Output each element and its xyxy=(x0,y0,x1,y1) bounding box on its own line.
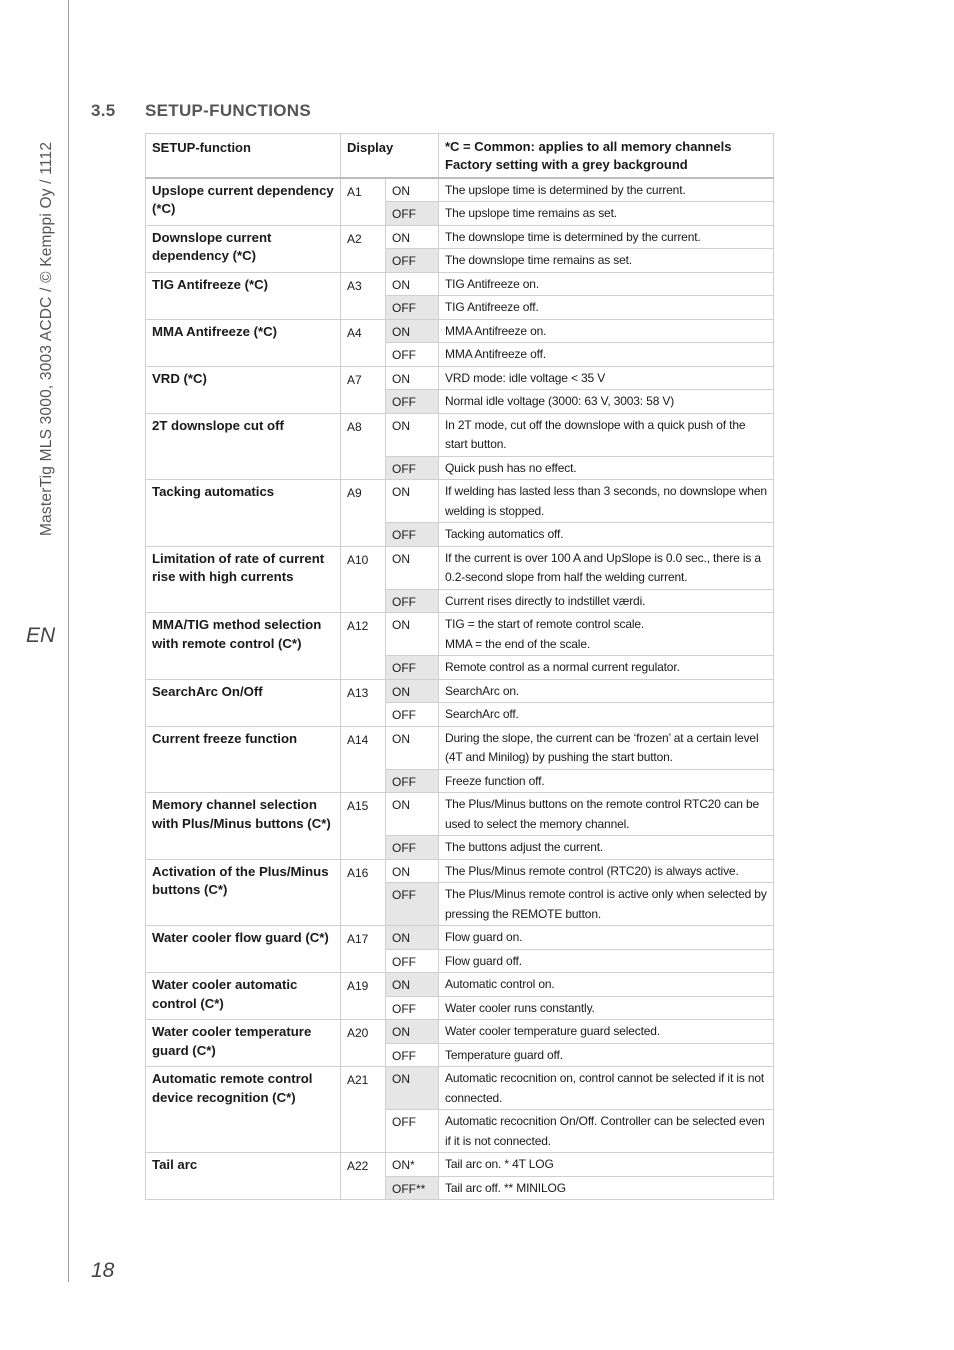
language-tab: EN xyxy=(26,624,56,647)
option-description: TIG Antifreeze off. xyxy=(439,296,774,320)
option-value: OFF xyxy=(386,836,439,860)
setup-function-name: MMA Antifreeze (*C) xyxy=(146,319,341,366)
header-note xyxy=(439,134,774,178)
setup-function-name: TIG Antifreeze (*C) xyxy=(146,272,341,319)
document-footer-vertical: MasterTig MLS 3000, 3003 ACDC / © Kemppi Oy / 1112 xyxy=(38,141,55,536)
table-row xyxy=(146,1067,774,1110)
option-value: OFF** xyxy=(386,1176,439,1200)
setup-function-name: SearchArc On/Off xyxy=(146,679,341,726)
setup-function-name: Tail arc xyxy=(146,1153,341,1200)
option-description: If welding has lasted less than 3 seconds, no downslope when welding is stopped. xyxy=(439,480,774,523)
setup-functions-table xyxy=(145,133,774,1200)
option-value: ON xyxy=(386,859,439,883)
display-code: A2 xyxy=(341,225,386,272)
option-description: Automatic recocnition on, control cannot be selected if it is not connected. xyxy=(439,1067,774,1110)
table-row xyxy=(146,679,774,703)
option-description: Current rises directly to indstillet værdi. xyxy=(439,589,774,613)
margin-rule xyxy=(68,0,69,1282)
option-value: OFF xyxy=(386,390,439,414)
table-row xyxy=(146,1020,774,1044)
table-row xyxy=(146,793,774,836)
setup-function-name: Water cooler temperature guard (C*) xyxy=(146,1020,341,1067)
option-description: If the current is over 100 A and UpSlope is 0.0 sec., there is a 0.2-second slope from half the welding current. xyxy=(439,546,774,589)
option-value: ON xyxy=(386,319,439,343)
table-body xyxy=(146,178,774,1200)
option-description: Quick push has no effect. xyxy=(439,456,774,480)
header-note-line2: Factory setting with a grey background xyxy=(445,157,688,172)
table-row xyxy=(146,546,774,589)
option-description: VRD mode: idle voltage < 35 V xyxy=(439,366,774,390)
option-description: Tail arc on. * 4T LOG xyxy=(439,1153,774,1177)
option-description: Water cooler temperature guard selected. xyxy=(439,1020,774,1044)
option-value: OFF xyxy=(386,296,439,320)
option-value: ON xyxy=(386,1067,439,1110)
display-code: A19 xyxy=(341,973,386,1020)
option-value: OFF xyxy=(386,523,439,547)
option-description: The Plus/Minus remote control (RTC20) is always active. xyxy=(439,859,774,883)
setup-function-name: 2T downslope cut off xyxy=(146,413,341,480)
option-value: OFF xyxy=(386,769,439,793)
header-display: Display xyxy=(341,134,439,178)
option-value: ON xyxy=(386,178,439,202)
option-value: OFF xyxy=(386,703,439,727)
option-description: Remote control as a normal current regulator. xyxy=(439,656,774,680)
setup-function-name: Automatic remote control device recognition (C*) xyxy=(146,1067,341,1153)
option-value: OFF xyxy=(386,1043,439,1067)
section-heading xyxy=(91,101,311,121)
option-value: OFF xyxy=(386,656,439,680)
option-description: During the slope, the current can be ‘frozen’ at a certain level (4T and Minilog) by pushing the start button. xyxy=(439,726,774,769)
setup-function-name: Activation of the Plus/Minus buttons (C*) xyxy=(146,859,341,926)
table-row xyxy=(146,366,774,390)
option-value: OFF xyxy=(386,249,439,273)
option-description: TIG Antifreeze on. xyxy=(439,272,774,296)
option-value: ON xyxy=(386,679,439,703)
option-value: ON xyxy=(386,973,439,997)
setup-function-name: Memory channel selection with Plus/Minus buttons (C*) xyxy=(146,793,341,860)
option-description: The Plus/Minus buttons on the remote control RTC20 can be used to select the memory channel. xyxy=(439,793,774,836)
option-value: OFF xyxy=(386,589,439,613)
option-value: ON xyxy=(386,272,439,296)
setup-function-name: Downslope current dependency (*C) xyxy=(146,225,341,272)
header-note-line1: *C = Common: applies to all memory channels xyxy=(445,139,732,154)
table-row xyxy=(146,178,774,202)
setup-function-name: Tacking automatics xyxy=(146,480,341,547)
option-description: Tacking automatics off. xyxy=(439,523,774,547)
option-description: MMA Antifreeze on. xyxy=(439,319,774,343)
option-value: ON xyxy=(386,793,439,836)
table-row xyxy=(146,319,774,343)
option-description: Normal idle voltage (3000: 63 V, 3003: 58 V) xyxy=(439,390,774,414)
option-description: The Plus/Minus remote control is active only when selected by pressing the REMOTE button. xyxy=(439,883,774,926)
option-description: The downslope time is determined by the current. xyxy=(439,225,774,249)
option-value: OFF xyxy=(386,1110,439,1153)
option-description: Automatic control on. xyxy=(439,973,774,997)
option-value: OFF xyxy=(386,456,439,480)
option-description: MMA Antifreeze off. xyxy=(439,343,774,367)
table-row xyxy=(146,926,774,950)
table-row xyxy=(146,973,774,997)
setup-function-name: VRD (*C) xyxy=(146,366,341,413)
setup-function-name: MMA/TIG method selection with remote control (C*) xyxy=(146,613,341,680)
table-row xyxy=(146,480,774,523)
page-number: 18 xyxy=(91,1259,115,1282)
setup-function-name: Upslope current dependency (*C) xyxy=(146,178,341,226)
option-value: ON xyxy=(386,480,439,523)
option-description: The downslope time remains as set. xyxy=(439,249,774,273)
option-value: ON xyxy=(386,1020,439,1044)
section-number: 3.5 xyxy=(91,101,116,120)
option-value: ON xyxy=(386,366,439,390)
option-value: ON* xyxy=(386,1153,439,1177)
option-description: The upslope time is determined by the current. xyxy=(439,178,774,202)
table-row xyxy=(146,272,774,296)
table-row xyxy=(146,413,774,456)
option-value: ON xyxy=(386,726,439,769)
option-description: Freeze function off. xyxy=(439,769,774,793)
display-code: A7 xyxy=(341,366,386,413)
option-description: The upslope time remains as set. xyxy=(439,202,774,226)
setup-function-name: Water cooler flow guard (C*) xyxy=(146,926,341,973)
option-value: ON xyxy=(386,413,439,456)
option-description: Temperature guard off. xyxy=(439,1043,774,1067)
table-row xyxy=(146,225,774,249)
display-code: A16 xyxy=(341,859,386,926)
display-code: A15 xyxy=(341,793,386,860)
display-code: A10 xyxy=(341,546,386,613)
table-row xyxy=(146,726,774,769)
option-description: Tail arc off. ** MINILOG xyxy=(439,1176,774,1200)
option-description: SearchArc off. xyxy=(439,703,774,727)
display-code: A3 xyxy=(341,272,386,319)
option-value: ON xyxy=(386,613,439,656)
option-value: OFF xyxy=(386,202,439,226)
display-code: A9 xyxy=(341,480,386,547)
option-value: OFF xyxy=(386,996,439,1020)
table-row xyxy=(146,859,774,883)
setup-function-name: Limitation of rate of current rise with high currents xyxy=(146,546,341,613)
table-row xyxy=(146,1153,774,1177)
display-code: A12 xyxy=(341,613,386,680)
option-value: ON xyxy=(386,926,439,950)
option-description: Flow guard on. xyxy=(439,926,774,950)
display-code: A13 xyxy=(341,679,386,726)
option-value: OFF xyxy=(386,343,439,367)
option-description: TIG = the start of remote control scale. MMA = the end of the scale. xyxy=(439,613,774,656)
setup-function-name: Water cooler automatic control (C*) xyxy=(146,973,341,1020)
header-function: SETUP-function xyxy=(146,134,341,178)
table-row xyxy=(146,613,774,656)
display-code: A22 xyxy=(341,1153,386,1200)
section-title: SETUP-FUNCTIONS xyxy=(145,101,311,120)
display-code: A1 xyxy=(341,178,386,226)
option-description: The buttons adjust the current. xyxy=(439,836,774,860)
option-description: Flow guard off. xyxy=(439,949,774,973)
option-description: Automatic recocnition On/Off. Controller can be selected even if it is not connected. xyxy=(439,1110,774,1153)
option-value: OFF xyxy=(386,949,439,973)
setup-function-name: Current freeze function xyxy=(146,726,341,793)
option-value: ON xyxy=(386,546,439,589)
table-header-row xyxy=(146,134,774,178)
option-description: Water cooler runs constantly. xyxy=(439,996,774,1020)
option-value: ON xyxy=(386,225,439,249)
display-code: A21 xyxy=(341,1067,386,1153)
display-code: A8 xyxy=(341,413,386,480)
option-description: In 2T mode, cut off the downslope with a quick push of the start button. xyxy=(439,413,774,456)
display-code: A14 xyxy=(341,726,386,793)
display-code: A4 xyxy=(341,319,386,366)
display-code: A17 xyxy=(341,926,386,973)
display-code: A20 xyxy=(341,1020,386,1067)
option-value: OFF xyxy=(386,883,439,926)
option-description: SearchArc on. xyxy=(439,679,774,703)
